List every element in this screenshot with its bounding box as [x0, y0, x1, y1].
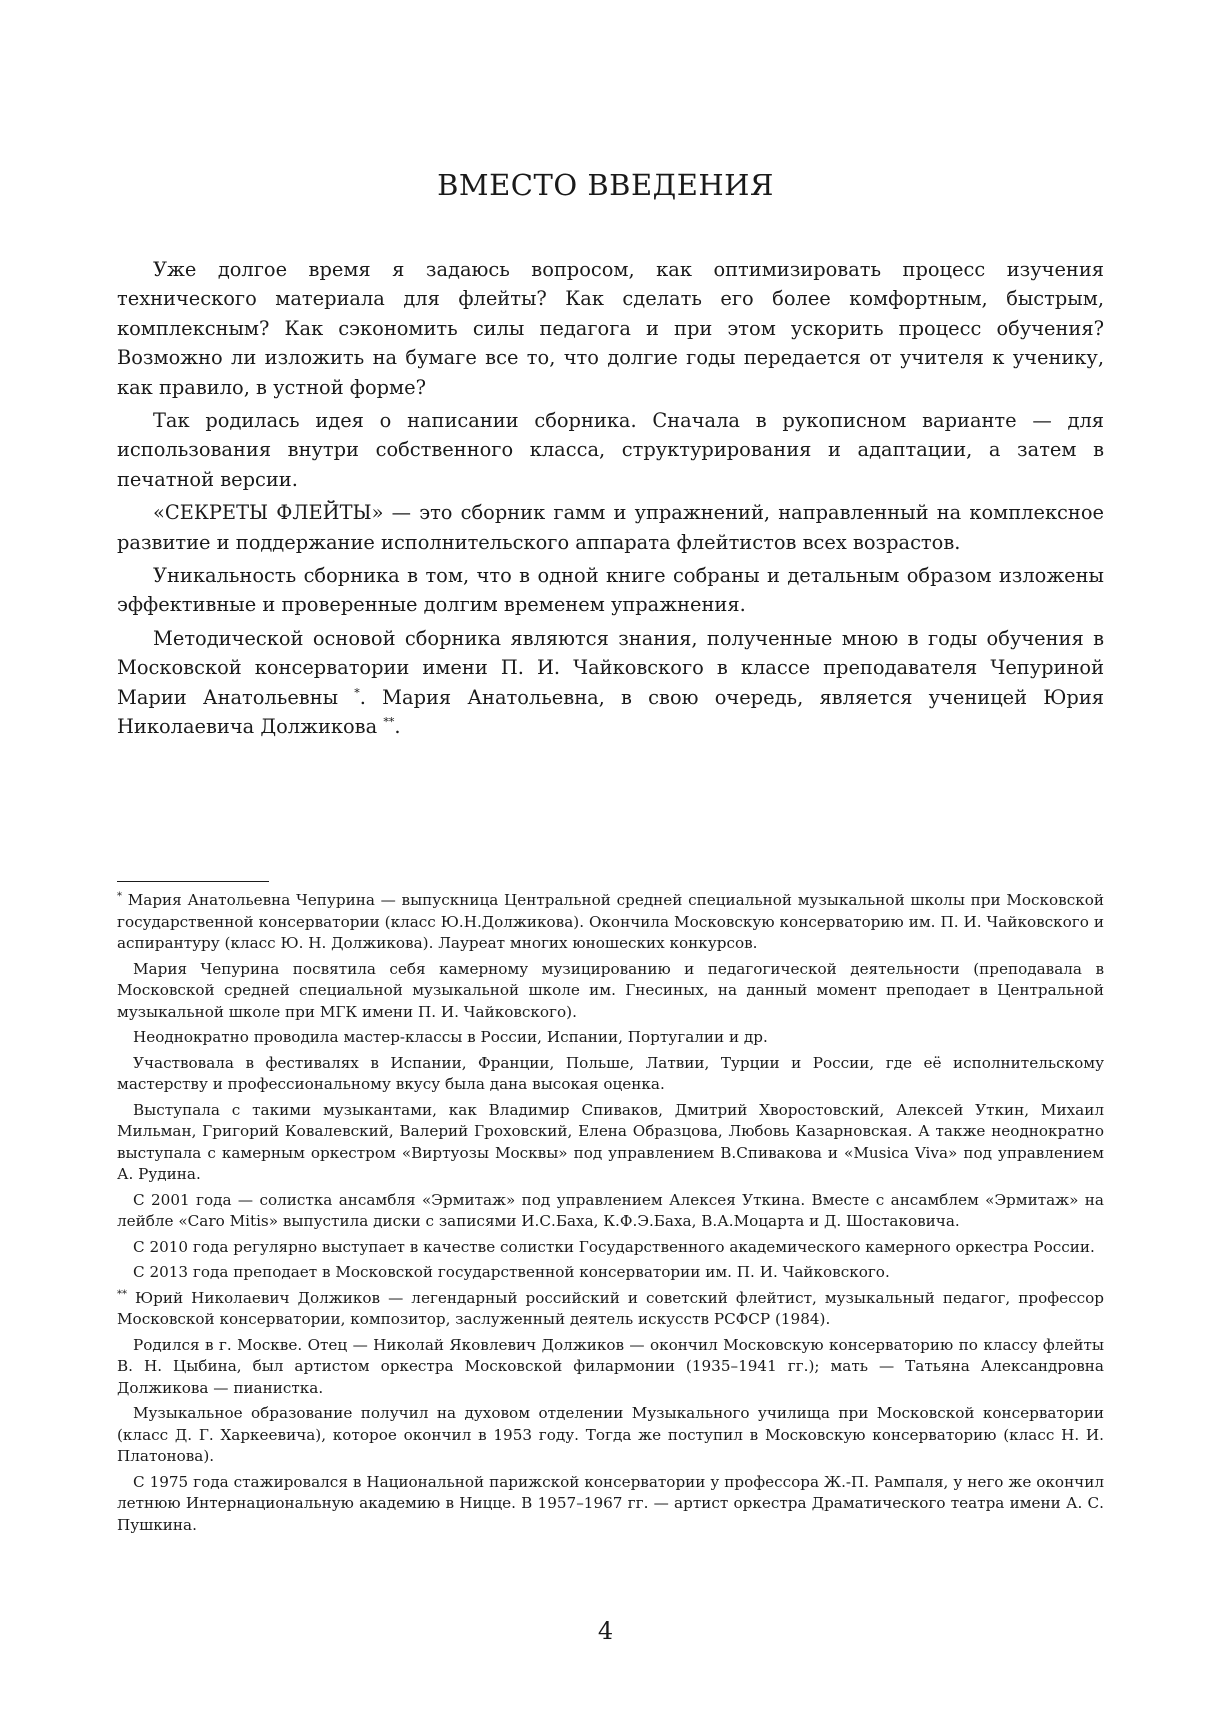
- footnote-1-paragraph-2: Мария Чепурина посвятила себя камерному музицированию и педагогической деятельности (преподавала в Московской средней специальной музыкальной школе им. Гнесиных, на данный момент преподает в Центральной музыкальной школе при МГК имени П. И. Чайковского).: [117, 959, 1104, 1021]
- footnote-1-mark: *: [117, 890, 122, 902]
- footnote-1-paragraph-4: Участвовала в фестивалях в Испании, Франции, Польше, Латвии, Турции и России, где её исполнительскому мастерству и профессиональному вкусу была дана высокая оценка.: [117, 1053, 1104, 1093]
- page-title: ВМЕСТО ВВЕДЕНИЯ: [437, 168, 774, 202]
- footnotes: [117, 890, 1104, 1536]
- main-text: [117, 255, 1104, 742]
- footnote-ref-2: **: [383, 715, 395, 729]
- page-number: 4: [597, 1617, 614, 1645]
- paragraph-1: Уже долгое время я задаюсь вопросом, как оптимизировать процесс изучения технического материала для флейты? Как сделать его более комфортным, быстрым, комплексным? Как сэкономить силы педагога и при этом ускорить процесс обучения? Возможно ли изложить на бумаге все то, что долгие годы передается от учителя к ученику, как правило, в устной форме?: [117, 258, 1104, 399]
- footnote-1-paragraph-7: С 2010 года регулярно выступает в качестве солистки Государственного академического камерного оркестра России.: [133, 1237, 1095, 1256]
- footnote-1-paragraph-3: Неоднократно проводила мастер-классы в России, Испании, Португалии и др.: [133, 1028, 768, 1046]
- footnote-2-mark: **: [117, 1288, 127, 1300]
- footnote-2-paragraph-2: Родился в г. Москве. Отец — Николай Яковлевич Должиков — окончил Московскую консерваторию по классу флейты В. Н. Цыбина, был артистом оркестра Московской филармонии (1935–1941 гг.); мать — Татьяна Александровна Должикова — пианистка.: [117, 1335, 1104, 1397]
- paragraph-5: [117, 624, 1104, 742]
- footnote-1: [117, 890, 1104, 955]
- footnote-1-text: Мария Анатольевна Чепурина — выпускница Центральной средней специальной музыкальной школы при Московской государственной консерватории (класс Ю.Н.Должикова). Окончила Московскую консерваторию им. П. И. Чайковского и аспирантуру (класс Ю. Н. Должикова). Лауреат многих юношеских конкурсов.: [117, 891, 1104, 952]
- paragraph-2: Так родилась идея о написании сборника. Сначала в рукописном варианте — для использования внутри собственного класса, структурирования и адаптации, а затем в печатной версии.: [117, 409, 1104, 491]
- footnote-2-text: Юрий Николаевич Должиков — легендарный российский и советский флейтист, музыкальный педагог, профессор Московской консерватории, композитор, заслуженный деятель искусств РСФСР (1984).: [117, 1288, 1104, 1328]
- footnote-ref-1: *: [354, 686, 360, 700]
- footnote-2-paragraph-4: С 1975 года стажировался в Национальной парижской консерватории у профессора Ж.-П. Рампаля, у него же окончил летнюю Интернациональную академию в Ницце. В 1957–1967 гг. — артист оркестра Драматического театра имени А. С. Пушкина.: [117, 1472, 1104, 1534]
- paragraph-5-part-b: . Мария Анатольевна, в свою очередь, является ученицей Юрия Николаевича Должикова: [117, 685, 1104, 739]
- footnote-1-paragraph-5: Выступала с такими музыкантами, как Владимир Спиваков, Дмитрий Хворостовский, Алексей Уткин, Михаил Мильман, Григорий Ковалевский, Валерий Гроховский, Елена Образцова, Любовь Казарновская. А также неоднократно выступала с камерным оркестром «Виртуозы Москвы» под управлением В.Спивакова и «Musica Viva» под управлением А. Рудина.: [117, 1100, 1104, 1183]
- paragraph-3: «СЕКРЕТЫ ФЛЕЙТЫ» — это сборник гамм и упражнений, направленный на комплексное развитие и поддержание исполнительского аппарата флейтистов всех возрастов.: [117, 501, 1104, 554]
- paragraph-5-part-a: Методической основой сборника являются знания, полученные мною в годы обучения в Московской консерватории имени П. И. Чайковского в классе преподавателя Чепуриной Марии Анатольевны: [117, 626, 1104, 709]
- paragraph-4: Уникальность сборника в том, что в одной книге собраны и детальным образом изложены эффективные и проверенные долгим временем упражнения.: [117, 564, 1104, 617]
- footnote-1-paragraph-8: С 2013 года преподает в Московской государственной консерватории им. П. И. Чайковского.: [133, 1263, 890, 1281]
- paragraph-5-part-c: .: [394, 715, 401, 739]
- footnote-separator: [117, 881, 269, 882]
- footnote-2-paragraph-3: Музыкальное образование получил на духовом отделении Музыкального училища при Московской консерватории (класс Д. Г. Харкеевича), которое окончил в 1953 году. Тогда же поступил в Московскую консерваторию (класс Н. И. Платонова).: [117, 1404, 1104, 1465]
- footnote-1-paragraph-6: С 2001 года — солистка ансамбля «Эрмитаж» под управлением Алексея Уткина. Вместе с ансамблем «Эрмитаж» на лейбле «Caro Mitis» выпустила диски с записями И.С.Баха, К.Ф.Э.Баха, В.А.Моцарта и Д. Шостаковича.: [117, 1190, 1104, 1230]
- footnote-2: [117, 1288, 1104, 1331]
